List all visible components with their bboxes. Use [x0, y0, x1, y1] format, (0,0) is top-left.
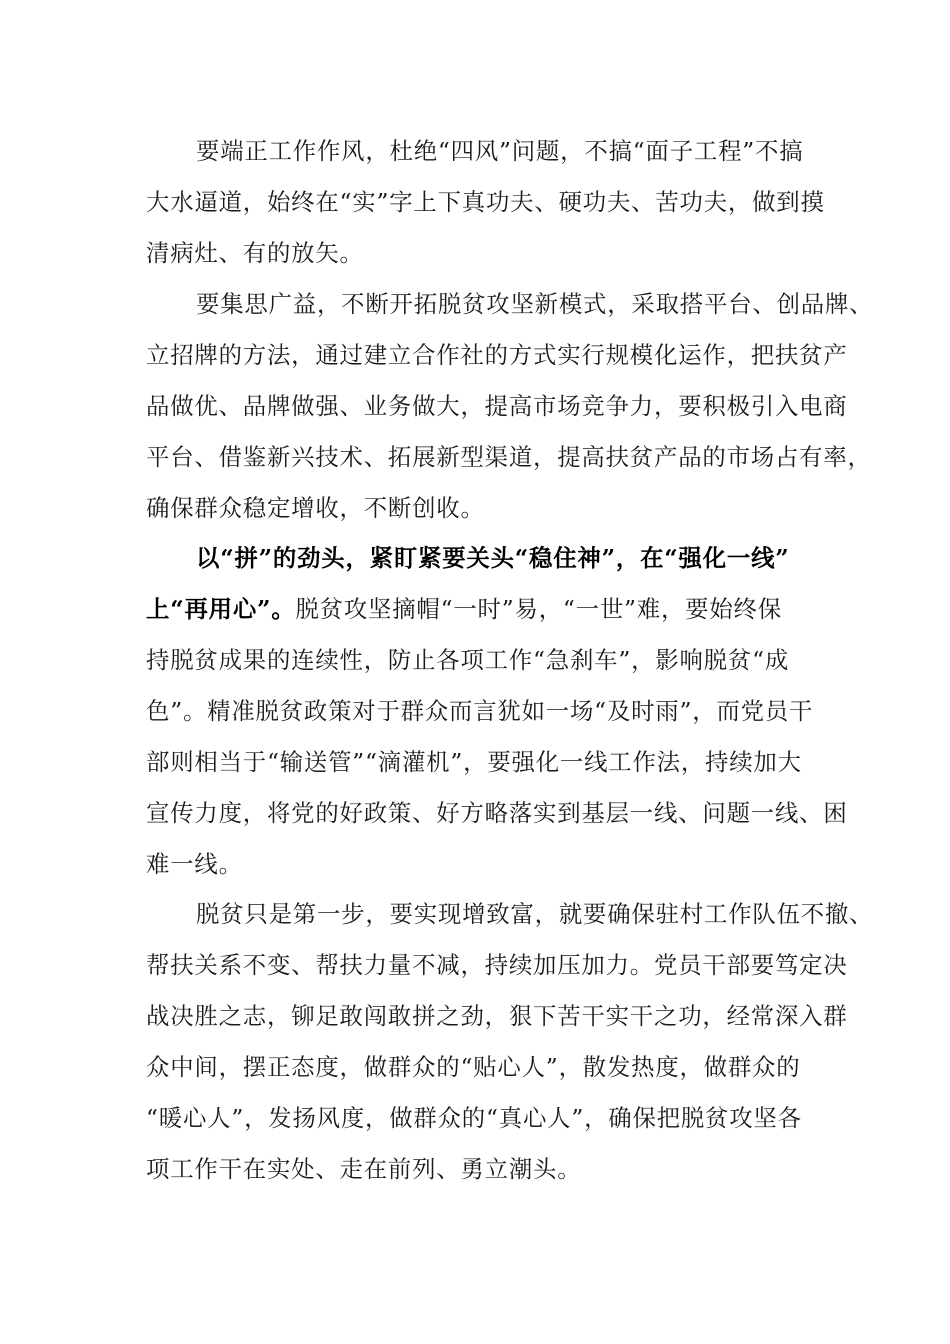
paragraph-line: 众中间，摆正态度，做群众的“贴心人”，散发热度，做群众的 [146, 1053, 801, 1081]
paragraph-line: 项工作干在实处、走在前列、勇立潮头。 [146, 1155, 582, 1183]
paragraph-line: 战决胜之志，铆足敢闯敢拼之劲，狠下苦干实干之功，经常深入群 [146, 1002, 848, 1030]
paragraph-line: 大水逼道，始终在“实”字上下真功夫、硬功夫、苦功夫，做到摸 [146, 188, 825, 216]
paragraph-line: 清病灶、有的放矢。 [146, 239, 364, 267]
paragraph-line: 品做优、品牌做强、业务做大，提高市场竞争力，要积极引入电商 [146, 392, 848, 420]
paragraph-2 [146, 279, 874, 534]
paragraph-line: 要端正工作作风，杜绝“四风”问题，不搞“面子工程”不搞 [196, 137, 804, 165]
paragraph-line: 难一线。 [146, 850, 243, 878]
paragraph-line: 平台、借鉴新兴技术、拓展新型渠道，提高扶贫产品的市场占有率， [146, 443, 872, 471]
paragraph-1 [146, 126, 825, 279]
paragraph-3 [146, 533, 848, 890]
paragraph-line: 持脱贫成果的连续性，防止各项工作“急刹车”，影响脱贫“成 [146, 646, 790, 674]
paragraph-line: 立招牌的方法，通过建立合作社的方式实行规模化运作，把扶贫产 [146, 341, 848, 369]
paragraph-line: 帮扶关系不变、帮扶力量不减，持续加压加力。党员干部要笃定决 [146, 951, 848, 979]
paragraph-line: 要集思广益，不断开拓脱贫攻坚新模式，采取搭平台、创品牌、 [196, 290, 874, 318]
paragraph-line [146, 584, 816, 635]
bold-heading-tail: 上“再用心”。 [146, 595, 296, 623]
paragraph-text: 脱贫攻坚摘帽“一时”易，“一世”难，要始终保 [295, 595, 782, 623]
paragraph-4 [146, 889, 874, 1195]
bold-heading-line: 以“拼”的劲头，紧盯紧要关头“稳住神”，在“强化一线” [196, 544, 790, 572]
paragraph-line: 部则相当于“输送管”“滴灌机”，要强化一线工作法，持续加大 [146, 748, 802, 776]
paragraph-line: 宣传力度，将党的好政策、好方略落实到基层一线、问题一线、困 [146, 799, 848, 827]
paragraph-line: “暖心人”，发扬风度，做群众的“真心人”，确保把脱贫攻坚各 [146, 1104, 802, 1132]
paragraph-line: 确保群众稳定增收，不断创收。 [146, 494, 485, 522]
paragraph-line: 脱贫只是第一步，要实现增致富，就要确保驻村工作队伍不撤、 [196, 900, 874, 928]
paragraph-line: 色”。精准脱贫政策对于群众而言犹如一场“及时雨”，而党员干 [146, 697, 814, 725]
